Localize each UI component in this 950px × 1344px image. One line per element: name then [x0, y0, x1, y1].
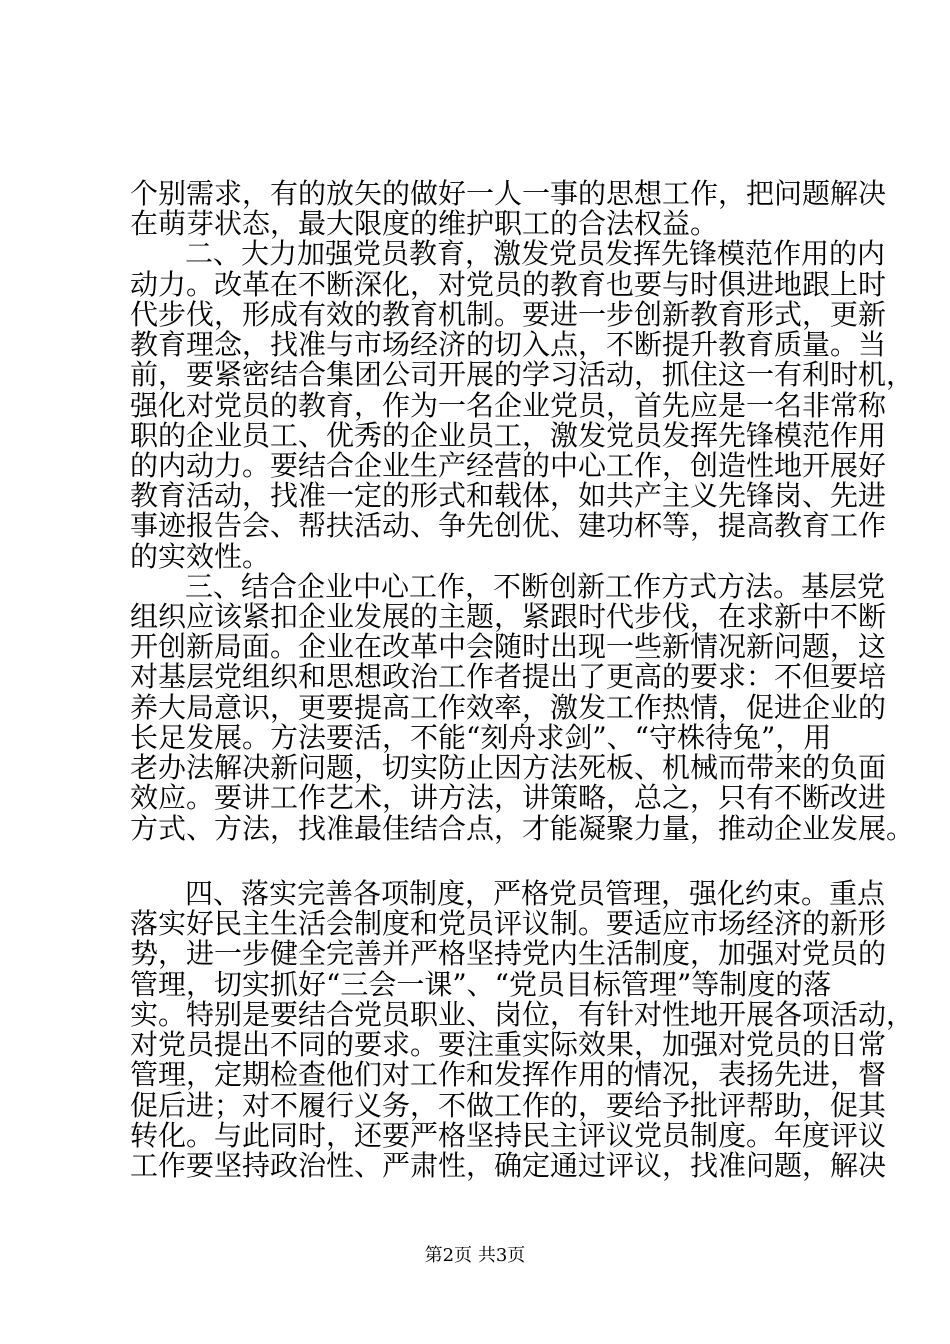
text-line: 管理，定期检查他们对工作和发挥作用的情况，表扬先进，督: [130, 1058, 887, 1091]
text-line: 促后进；对不履行义务，不做工作的，要给予批评帮助，促其: [130, 1089, 887, 1122]
text-line: 开创新局面。企业在改革中会随时出现一些新情况新问题，这: [130, 630, 887, 663]
text-line: 实。特别是要结合党员职业、岗位，有针对性地开展各项活动，: [130, 998, 915, 1031]
text-line: 四、落实完善各项制度，严格党员管理，强化约束。重点: [185, 877, 886, 910]
text-line: 转化。与此同时，还要严格坚持民主评议党员制度。年度评议: [130, 1119, 887, 1152]
text-line: 前，要紧密结合集团公司开展的学习活动，抓住这一有利时机，: [130, 358, 915, 391]
text-line: 工作要坚持政治性、严肃性，确定通过评议，找准问题，解决: [130, 1149, 887, 1182]
text-line: 的实效性。: [130, 540, 271, 573]
text-line: 动力。改革在不断深化，对党员的教育也要与时俱进地跟上时: [130, 268, 887, 301]
text-line: 强化对党员的教育，作为一名企业党员，首先应是一名非常称: [130, 389, 887, 422]
text-line: 管理，切实抓好“三会一课”、“党员目标管理”等制度的落: [130, 968, 832, 1001]
text-line: 对基层党组织和思想政治工作者提出了更高的要求：不但要培: [130, 660, 887, 693]
text-line: 养大局意识，更要提高工作效率，激发工作热情，促进企业的: [130, 691, 887, 724]
text-line: 在萌芽状态，最大限度的维护职工的合法权益。: [130, 207, 719, 240]
text-line: 职的企业员工、优秀的企业员工，激发党员发挥先锋模范作用: [130, 419, 887, 452]
text-line: 势，进一步健全完善并严格坚持党内生活制度，加强对党员的: [130, 937, 887, 970]
text-line: 对党员提出不同的要求。要注重实际效果，加强对党员的日常: [130, 1028, 887, 1061]
text-line: 事迹报告会、帮扶活动、争先创优、建功杯等，提高教育工作: [130, 509, 887, 542]
text-line: 落实好民主生活会制度和党员评议制。要适应市场经济的新形: [130, 907, 887, 940]
text-line: 的内动力。要结合企业生产经营的中心工作，创造性地开展好: [130, 449, 887, 482]
text-line: 长足发展。方法要活，不能“刻舟求剑”、“守株待兔”，用: [130, 721, 832, 754]
text-line: 方式、方法，找准最佳结合点，才能凝聚力量，推动企业发展。: [130, 812, 915, 845]
text-line: 组织应该紧扣企业发展的主题，紧跟时代步伐，在求新中不断: [130, 600, 887, 633]
text-line: 效应。要讲工作艺术，讲方法，讲策略，总之，只有不断改进: [130, 781, 887, 814]
text-line: 个别需求，有的放矢的做好一人一事的思想工作，把问题解决: [130, 177, 887, 210]
text-line: 代步伐，形成有效的教育机制。要进一步创新教育形式，更新: [130, 298, 887, 331]
text-line: 教育活动，找准一定的形式和载体，如共产主义先锋岗、先进: [130, 479, 887, 512]
text-line: 二、大力加强党员教育，激发党员发挥先锋模范作用的内: [185, 237, 886, 270]
text-line: 老办法解决新问题，切实防止因方法死板、机械而带来的负面: [130, 751, 887, 784]
text-line: 教育理念，找准与市场经济的切入点，不断提升教育质量。当: [130, 328, 887, 361]
text-line: 三、结合企业中心工作，不断创新工作方式方法。基层党: [185, 570, 886, 603]
page-number-footer: 第2页 共3页: [424, 1245, 526, 1266]
